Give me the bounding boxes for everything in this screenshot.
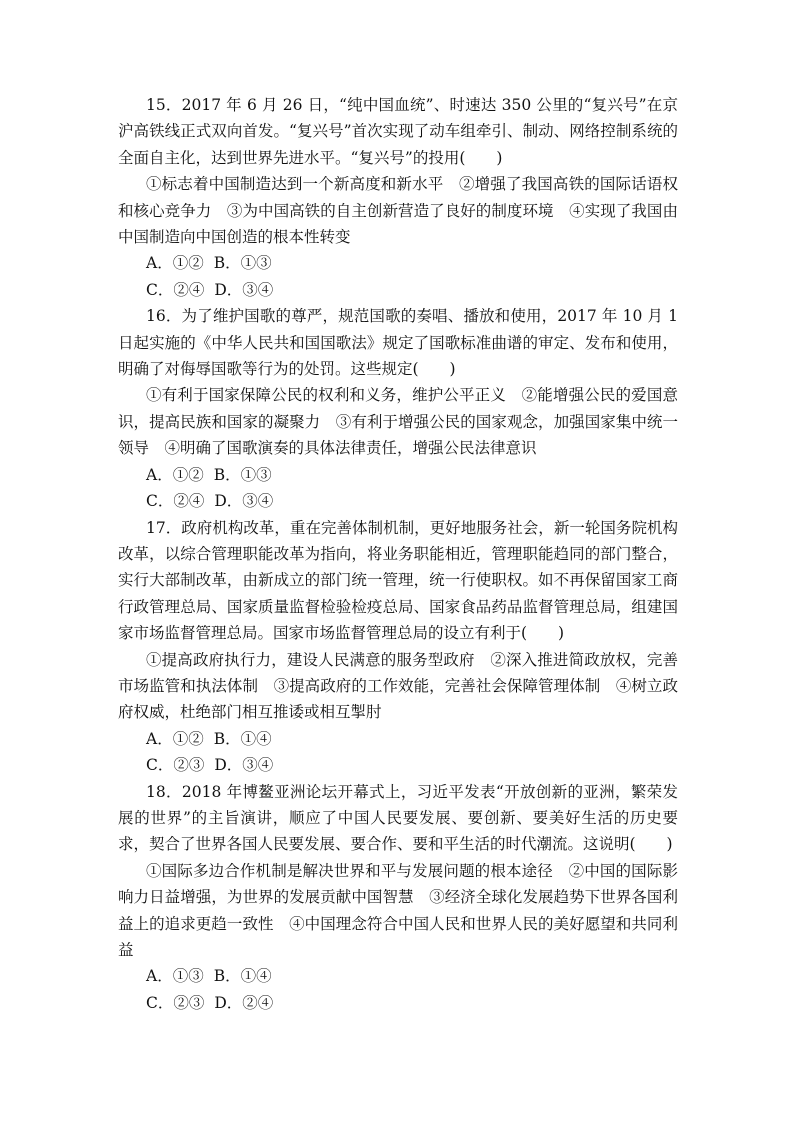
question-15 (118, 92, 678, 303)
choice-b: B．①④ (213, 967, 272, 986)
choice-c: C．②③ (146, 993, 205, 1012)
statement-options: ①提高政府执行力，建设人民满意的服务型政府 ②深入推进简政放权，完善市场监管和执法体制 ③提高政府的工作效能，完善社会保障管理体制 ④树立政府权威，杜绝部门相互推诿或相互掣肘 (118, 650, 678, 722)
choice-a: A．①② (146, 465, 204, 484)
statement-options: ①有利于国家保障公民的权利和义务，维护公平正义 ②能增强公民的爱国意识，提高民族和国家的凝聚力 ③有利于增强公民的国家观念，加强国家集中统一领导 ④明确了国歌演奏的具体法律责任，增强公民法律意识 (118, 386, 678, 458)
choice-row-cd (118, 488, 678, 514)
choice-row-cd (118, 990, 678, 1016)
choice-d: D．③④ (214, 492, 274, 511)
choice-b: B．①④ (213, 729, 272, 748)
choice-row-ab (118, 726, 678, 752)
question-stem: 18．2018 年博鳌亚洲论坛开幕式上，习近平发表“开放创新的亚洲，繁荣发展的世界”的主旨演讲，顺应了中国人民要发展、要创新、要美好生活的历史要求，契合了世界各国人民要发展、要合作、要和平生活的时代潮流。这说明( ) (118, 782, 678, 854)
choice-d: D．②④ (214, 993, 274, 1012)
statement-options: ①国际多边合作机制是解决世界和平与发展问题的根本途径 ②中国的国际影响力日益增强，为世界的发展贡献中国智慧 ③经济全球化发展趋势下世界各国利益上的追求更趋一致性 ④中国理念符合中国人民和世界人民的美好愿望和共同利益 (118, 861, 678, 959)
choice-a: A．①③ (146, 967, 204, 986)
choice-b: B．①③ (213, 254, 272, 273)
question-18 (118, 779, 678, 1017)
choice-row-cd (118, 277, 678, 303)
statement-options: ①标志着中国制造达到一个新高度和新水平 ②增强了我国高铁的国际话语权和核心竞争力 ③为中国高铁的自主创新营造了良好的制度环境 ④实现了我国由中国制造向中国创造的根本性转变 (118, 175, 678, 247)
question-stem: 16．为了维护国歌的尊严，规范国歌的奏唱、播放和使用，2017 年 10 月 1 日起实施的《中华人民共和国国歌法》规定了国歌标准曲谱的审定、发布和使用，明确了对侮辱国歌等行为的处罚。这些规定( ) (118, 307, 678, 379)
choice-row-ab (118, 250, 678, 276)
choice-row-ab (118, 963, 678, 989)
choice-d: D．③④ (214, 756, 274, 775)
choice-c: C．②③ (146, 756, 205, 775)
question-16 (118, 303, 678, 514)
choice-a: A．①② (146, 729, 204, 748)
question-stem: 17．政府机构改革，重在完善体制机制，更好地服务社会，新一轮国务院机构改革，以综合管理职能改革为指向，将业务职能相近，管理职能趋同的部门整合，实行大部制改革，由新成立的部门统一管理，统一行使职权。如不再保留国家工商行政管理总局、国家质量监督检验检疫总局、国家食品药品监督管理总局，组建国家市场监督管理总局。国家市场监督管理总局的设立有利于( ) (118, 518, 678, 643)
choice-b: B．①③ (213, 465, 272, 484)
choice-row-ab (118, 462, 678, 488)
question-list (118, 92, 678, 1016)
choice-c: C．②④ (146, 280, 205, 299)
choice-c: C．②④ (146, 492, 205, 511)
choice-d: D．③④ (214, 280, 274, 299)
question-17 (118, 515, 678, 779)
choice-a: A．①② (146, 254, 204, 273)
choice-row-cd (118, 752, 678, 778)
question-stem: 15．2017 年 6 月 26 日，“纯中国血统”、时速达 350 公里的“复兴号”在京沪高铁线正式双向首发。“复兴号”首次实现了动车组牵引、制动、网络控制系统的全面自主化，达到世界先进水平。“复兴号”的投用( ) (118, 96, 678, 167)
